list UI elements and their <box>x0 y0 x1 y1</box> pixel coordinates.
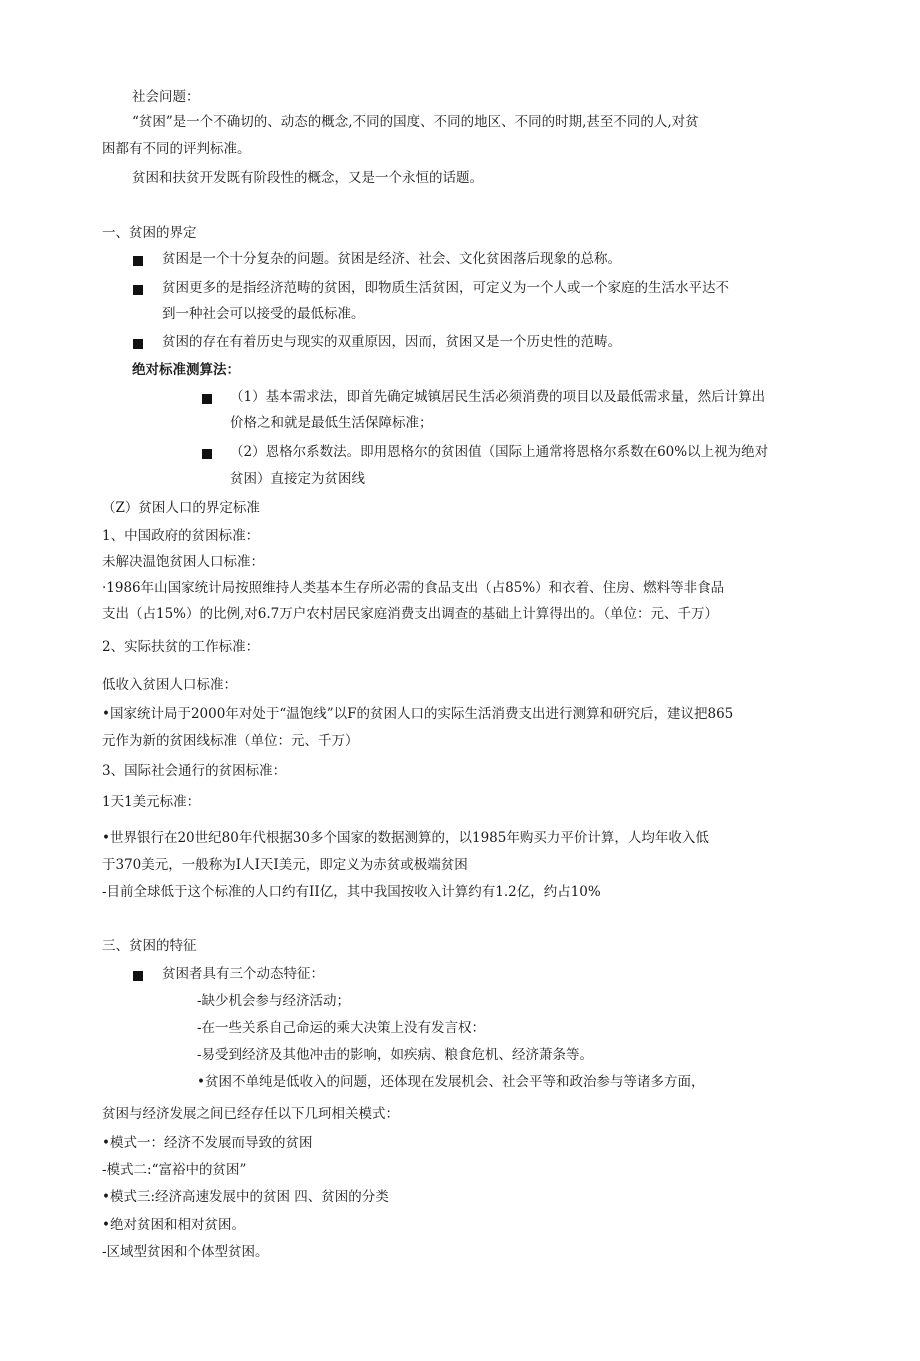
bullet-icon <box>133 281 143 299</box>
bullet-icon <box>133 252 143 270</box>
section1-bullet-2a: 贫困更多的是指经济范畴的贫困，即物质生活贫困，可定义为一个人或一个家庭的生活水平达不 <box>162 280 729 296</box>
section3-para-5: •绝对贫困和相对贫困。 <box>102 1217 245 1233</box>
section3-para-4: •模式三:经济高速发展中的贫困 四、贫困的分类 <box>102 1189 389 1205</box>
section2-para-1a: ·1986年山国家统计局按照维持人类基本生存所必需的食品支出（占85%）和衣着、住房、燃料等非食品 <box>102 580 725 596</box>
section2-sub-2: 低收入贫困人口标准： <box>102 677 237 693</box>
bullet-icon <box>202 390 212 408</box>
section2-para-3a: •世界银行在20世纪80年代根据30多个国家的数据测算的，以1985年购买力平价计算，人均年收入低 <box>102 830 709 846</box>
bullet-icon <box>133 335 143 353</box>
bullet-icon <box>133 967 143 985</box>
intro-line-1: “贫困”是一个不确切的、动态的概念,不同的国度、不同的地区、不同的时期,甚至不同的人,对贫 <box>132 114 699 130</box>
section3-para-1: 贫困与经济发展之间已经存任以下几珂相关模式： <box>102 1106 399 1122</box>
intro-line-3: 贫困和扶贫开发既有阶段性的概念，又是一个永恒的话题。 <box>132 170 483 186</box>
section2-sub-3: 1天1美元标准： <box>102 794 201 810</box>
section2-heading-3: 3、国际社会通行的贫困标准： <box>102 763 287 779</box>
section2-para-1b: 支出（占15%）的比例,对6.7万户农村居民家庭消费支出调查的基础上计算得出的。（单位：元、千万） <box>102 606 719 622</box>
section3-dash-2: -在一些关系自己命运的乘大决策上没有发言权： <box>197 1020 486 1036</box>
section3-para-3: -模式二:“富裕中的贫困” <box>102 1162 247 1178</box>
section3-para-6: -区域型贫困和个体型贫困。 <box>102 1244 269 1260</box>
section2-heading-1: 1、中国政府的贫困标准： <box>102 528 260 544</box>
section3-dash-4: •贫困不单纯是低收入的问题，还体现在发展机会、社会平等和政治参与等诸多方面， <box>197 1074 705 1090</box>
section2-heading-2: 2、实际扶贫的工作标准： <box>102 639 260 655</box>
method-2a: （2）恩格尔系数法。即用恩格尔的贫困值（国际上通常将恩格尔系数在60%以上视为绝对 <box>230 444 769 460</box>
section3-title: 三、贫困的特征 <box>102 938 197 954</box>
method-1b: 价格之和就是最低生活保障标准； <box>230 415 433 431</box>
section3-dash-3: -易受到经济及其他冲击的影响，如疾病、粮食危机、经济萧条等。 <box>197 1047 594 1063</box>
section1-title: 一、贫困的界定 <box>102 225 197 241</box>
section2-sub-1: 未解决温饱贫困人口标准： <box>102 554 264 570</box>
section2-para-3c: -目前全球低于这个标准的人口约有II亿，其中我国按收入计算约有1.2亿，约占10% <box>102 884 601 900</box>
section2-para-2b: 元作为新的贫困线标准（单位：元、千万） <box>102 733 359 749</box>
section3-para-2: •模式一：经济不发展而导致的贫困 <box>102 1135 313 1151</box>
section1-bullet-2b: 到一种社会可以接受的最低标准。 <box>162 306 365 322</box>
method-1a: （1）基本需求法，即首先确定城镇居民生活必须消费的项目以及最低需求量，然后计算出 <box>230 389 766 405</box>
section2-para-2a: •国家统计局于2000年对处于“温饱线”以F的贫困人口的实际生活消费支出进行测算和研究后，建议把865 <box>102 706 734 722</box>
intro-heading: 社会问题： <box>132 89 200 105</box>
section3-bullet-1: 贫困者具有三个动态特征： <box>162 966 324 982</box>
intro-line-2: 困都有不同的评判标准。 <box>102 141 251 157</box>
bullet-icon <box>202 445 212 463</box>
section1-bullet-3: 贫困的存在有着历史与现实的双重原因，因而，贫困又是一个历史性的范畴。 <box>162 334 621 350</box>
section2-title: （Z）贫困人口的界定标准 <box>102 500 260 516</box>
section3-dash-1: -缺少机会参与经济活动； <box>197 993 351 1009</box>
method-title: 绝对标准测算法： <box>132 362 240 378</box>
section2-para-3b: 于370美元，一般称为I人I天I美元，即定义为赤贫或极端贫困 <box>102 857 468 873</box>
method-2b: 贫困）直接定为贫困线 <box>230 471 365 487</box>
section1-bullet-1: 贫困是一个十分复杂的问题。贫困是经济、社会、文化贫困落后现象的总称。 <box>162 251 621 267</box>
